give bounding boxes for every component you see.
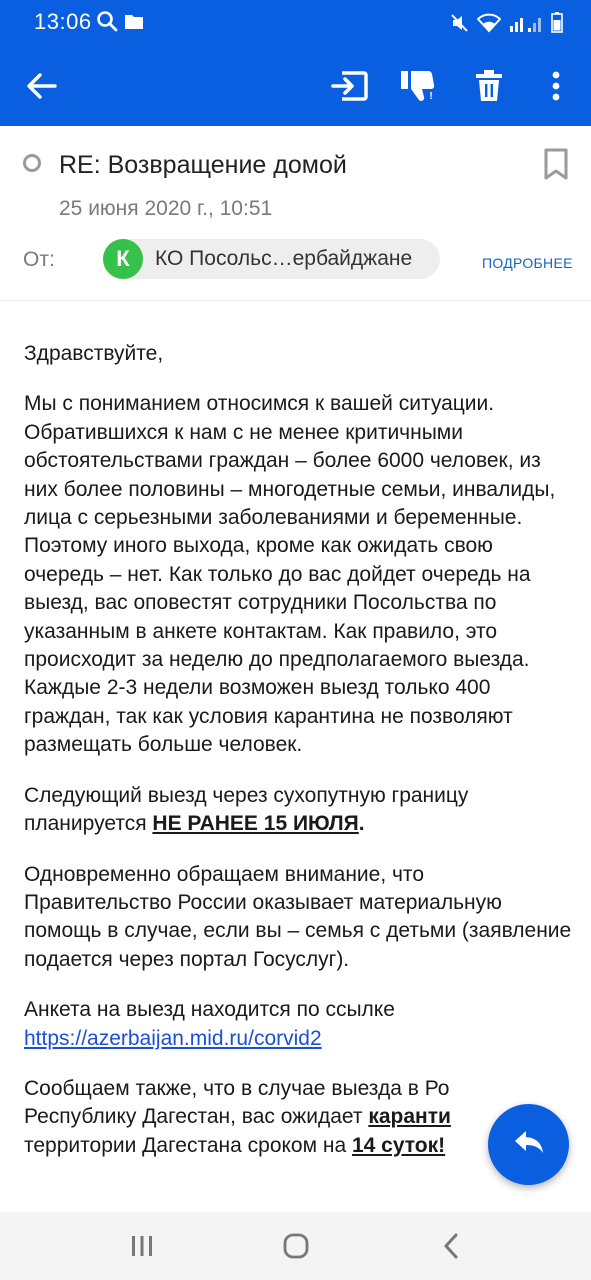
battery-icon: [551, 12, 563, 38]
more-vert-icon[interactable]: [536, 66, 576, 106]
body-paragraph: [24, 996, 572, 1053]
status-bar: [0, 0, 591, 46]
emphasis-text: каранти: [368, 1105, 451, 1129]
body-text: Сообщаем также, что в случае выезда в Ро: [24, 1076, 450, 1100]
search-icon: [96, 10, 118, 37]
delete-trash-icon[interactable]: [469, 66, 509, 106]
move-to-folder-icon[interactable]: [329, 66, 369, 106]
signal-icon: [509, 13, 543, 38]
emphasis-text: 14 суток!: [351, 1133, 446, 1157]
message-date: 25 июня 2020 г., 10:51: [59, 197, 273, 220]
body-text: Республику Дагестан, вас ожидает: [24, 1105, 369, 1129]
sender-avatar: К: [103, 239, 143, 279]
sender-name: КО Посольс…ербайджане: [155, 247, 413, 270]
system-nav-bar: [0, 1212, 591, 1280]
emphasis-text: НЕ РАНЕЕ 15 ИЮЛЯ: [152, 812, 359, 836]
reply-icon: [514, 1130, 544, 1159]
body-paragraph: Одновременно обращаем внимание, что Правительство России оказывает материальную помощь в случае, если вы – семья с детьми (заявление подается через портал Госуслуг).: [24, 862, 572, 971]
body-text: .: [358, 812, 365, 836]
recents-icon[interactable]: [122, 1230, 162, 1262]
folder-icon: [124, 13, 144, 35]
unread-toggle-icon[interactable]: [23, 154, 41, 172]
sender-chip[interactable]: [103, 239, 440, 279]
message-subject: RE: Возвращение домой: [59, 151, 347, 179]
back-arrow-icon[interactable]: [22, 66, 62, 106]
status-icons: [451, 12, 563, 38]
spam-thumbs-down-icon[interactable]: [399, 66, 439, 106]
body-paragraph: Мы с пониманием относимся к вашей ситуации. Обратившихся к нам с не менее критичными обстоятельствами граждан – более 6000 человек, из них более половины – многодетные семьи, инвалиды, лица с серьезными заболеваниями и беременные. Поэтому иного выхода, кроме как ожидать свою очередь – нет. Как только до вас дойдет очередь на выезд, вас оповестят сотрудники Посольства по указанным в анкете контактам. Как правило, это происходит за неделю до предполагаемого выезда. Каждые 2-3 недели возможен выезд только 400 граждан, так как условия карантина не позволяют размещать больше человек.: [24, 392, 556, 757]
reply-button[interactable]: [488, 1104, 569, 1185]
svg-text:!: !: [429, 91, 433, 102]
status-time: 13:06: [34, 9, 92, 34]
message-header: [0, 126, 591, 301]
body-text: Анкета на выезд находится по ссылке: [24, 998, 395, 1022]
body-text: Следующий выезд через сухопутную границу планируется: [24, 783, 469, 836]
survey-link[interactable]: https://azerbaijan.mid.ru/corvid2: [24, 1026, 322, 1050]
bookmark-icon[interactable]: [543, 148, 569, 185]
greeting: Здравствуйте,: [24, 342, 164, 365]
mute-icon: [451, 13, 469, 38]
wifi-icon: [477, 13, 501, 38]
message-body: [24, 340, 572, 1182]
body-text: территории Дагестана сроком на: [24, 1133, 352, 1157]
home-icon[interactable]: [276, 1230, 316, 1262]
details-link[interactable]: ПОДРОБНЕЕ: [482, 255, 573, 271]
body-paragraph: [24, 782, 572, 839]
from-label: От:: [23, 248, 55, 271]
back-icon[interactable]: [431, 1230, 471, 1262]
app-toolbar: [0, 46, 591, 126]
